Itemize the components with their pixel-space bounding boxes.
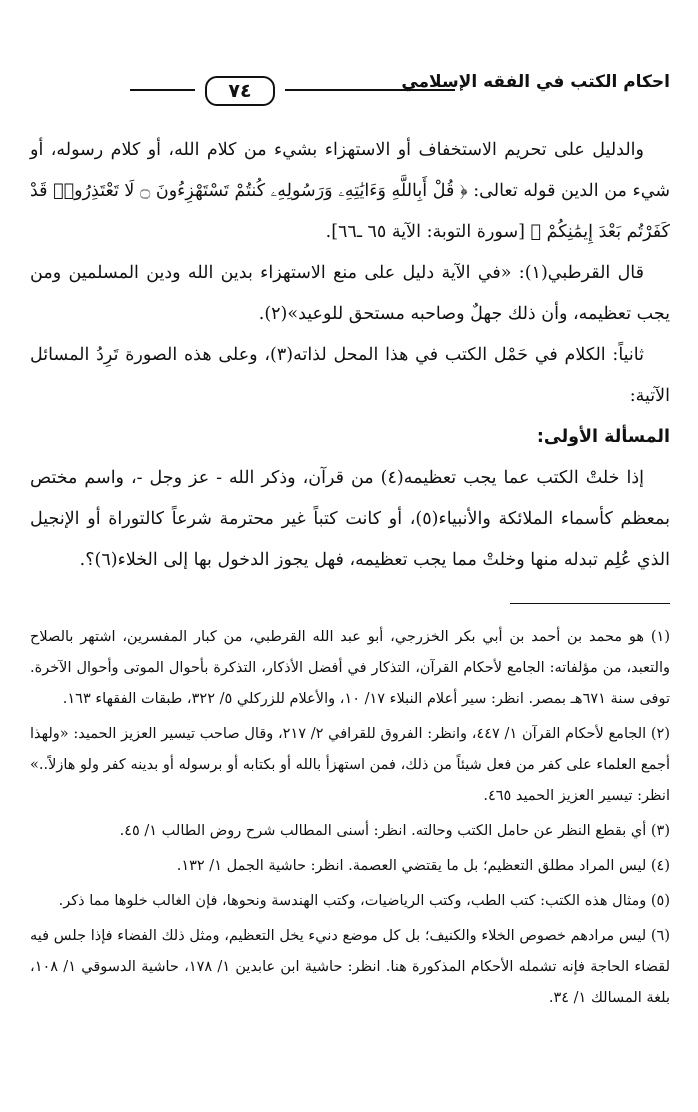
paragraph: إذا خلتْ الكتب عما يجب تعظيمه(٤) من قرآن، وذكر الله - عز وجل -، واسم مختص بمعظم كأسماء الملائكة والأنبياء(٥)، أو كانت كتباً غير محترمة شرعاً كالتوراة أو الإنجيل الذي عُلِم تبدله منها وخلتْ مما يجب تعظيمه، فهل يجوز الدخول بها إلى الخلاء(٦)؟. bbox=[30, 468, 670, 570]
footnote: (٤) ليس المراد مطلق التعظيم؛ بل ما يقتضي العصمة. انظر: حاشية الجمل ١/ ١٣٢. bbox=[176, 858, 670, 874]
footnote-separator bbox=[510, 603, 670, 604]
footnote: (٥) ومثال هذه الكتب: كتب الطب، وكتب الرياضيات، وكتب الهندسة ونحوها، فإن الغالب خلوها مما ذكر. bbox=[58, 893, 670, 909]
footnotes bbox=[30, 622, 670, 1014]
running-title: احكام الكتب في الفقه الإسلامي bbox=[401, 72, 670, 92]
footnote: (٢) الجامع لأحكام القرآن ١/ ٤٤٧، وانظر: الفروق للقرافي ٢/ ٢١٧، وقال صاحب تيسير العزيز الحميد: «ولهذا أجمع العلماء على كفر من فعل شيئاً من ذلك، فمن استهزأ بالله أو بكتابه أو برسوله أو بدينه كفر ولو هازلاً..» انظر: تيسير العزيز الحميد ٤٦٥. bbox=[30, 726, 671, 804]
section-heading: المسألة الأولى: bbox=[536, 427, 670, 447]
page bbox=[30, 60, 670, 1018]
paragraph: قال القرطبي(١): «في الآية دليل على منع الاستهزاء بدين الله ودين المسلمين ومن يجب تعظيمه، وأن ذلك جهلٌ وصاحبه مستحق للوعيد»(٢). bbox=[30, 263, 670, 324]
header-rule bbox=[130, 89, 195, 91]
page-header bbox=[30, 60, 670, 102]
paragraph: والدليل على تحريم الاستخفاف أو الاستهزاء بشيء من كلام الله، أو كلام رسوله، أو شيء من الدين قوله تعالى: ﴿ قُلْ أَبِاللَّهِ وَءَايَٰتِهِۦ وَرَسُولِهِۦ كُنتُمْ تَسْتَهْزِءُونَ ۝ لَا تَعْتَذِرُوا۟ قَدْ كَفَرْتُم بَعْدَ إِيمَٰنِكُمْ ﴾ [سورة التوبة: الآية ٦٥ ـ٦٦]. bbox=[30, 140, 670, 242]
header-rule bbox=[285, 89, 455, 91]
main-text bbox=[30, 130, 670, 581]
footnote: (٦) ليس مرادهم خصوص الخلاء والكنيف؛ بل كل موضع دنيء يخل التعظيم، ومثل ذلك الفضاء فإذا جلس فيه لقضاء الحاجة فإنه تشمله الأحكام المذكورة هنا. انظر: حاشية ابن عابدين ١/ ١٧٨، حاشية الدسوقي ١/ ١٠٨، بلغة المسالك ١/ ٣٤. bbox=[30, 928, 670, 1006]
paragraph: ثانياً: الكلام في حَمْل الكتب في هذا المحل لذاته(٣)، وعلى هذه الصورة تَرِدُ المسائل الآتية: bbox=[30, 345, 670, 406]
page-number: ٧٤ bbox=[205, 76, 275, 106]
footnote: (١) هو محمد بن أحمد بن أبي بكر الخزرجي، أبو عبد الله القرطبي، من كبار المفسرين، اشتهر بالصلاح والتعبد، من مؤلفاته: الجامع لأحكام القرآن، التذكار في أفضل الأذكار، التذكرة بأحوال الموتى وأحوال الآخرة. توفى سنة ٦٧١هـ بمصر. انظر: سير أعلام النبلاء ١٧/ ١٠، والأعلام للزركلي ٥/ ٣٢٢، طبقات الفقهاء ١٦٣. bbox=[30, 629, 670, 707]
footnote: (٣) أي بقطع النظر عن حامل الكتب وحالته. انظر: أسنى المطالب شرح روض الطالب ١/ ٤٥. bbox=[119, 823, 670, 839]
